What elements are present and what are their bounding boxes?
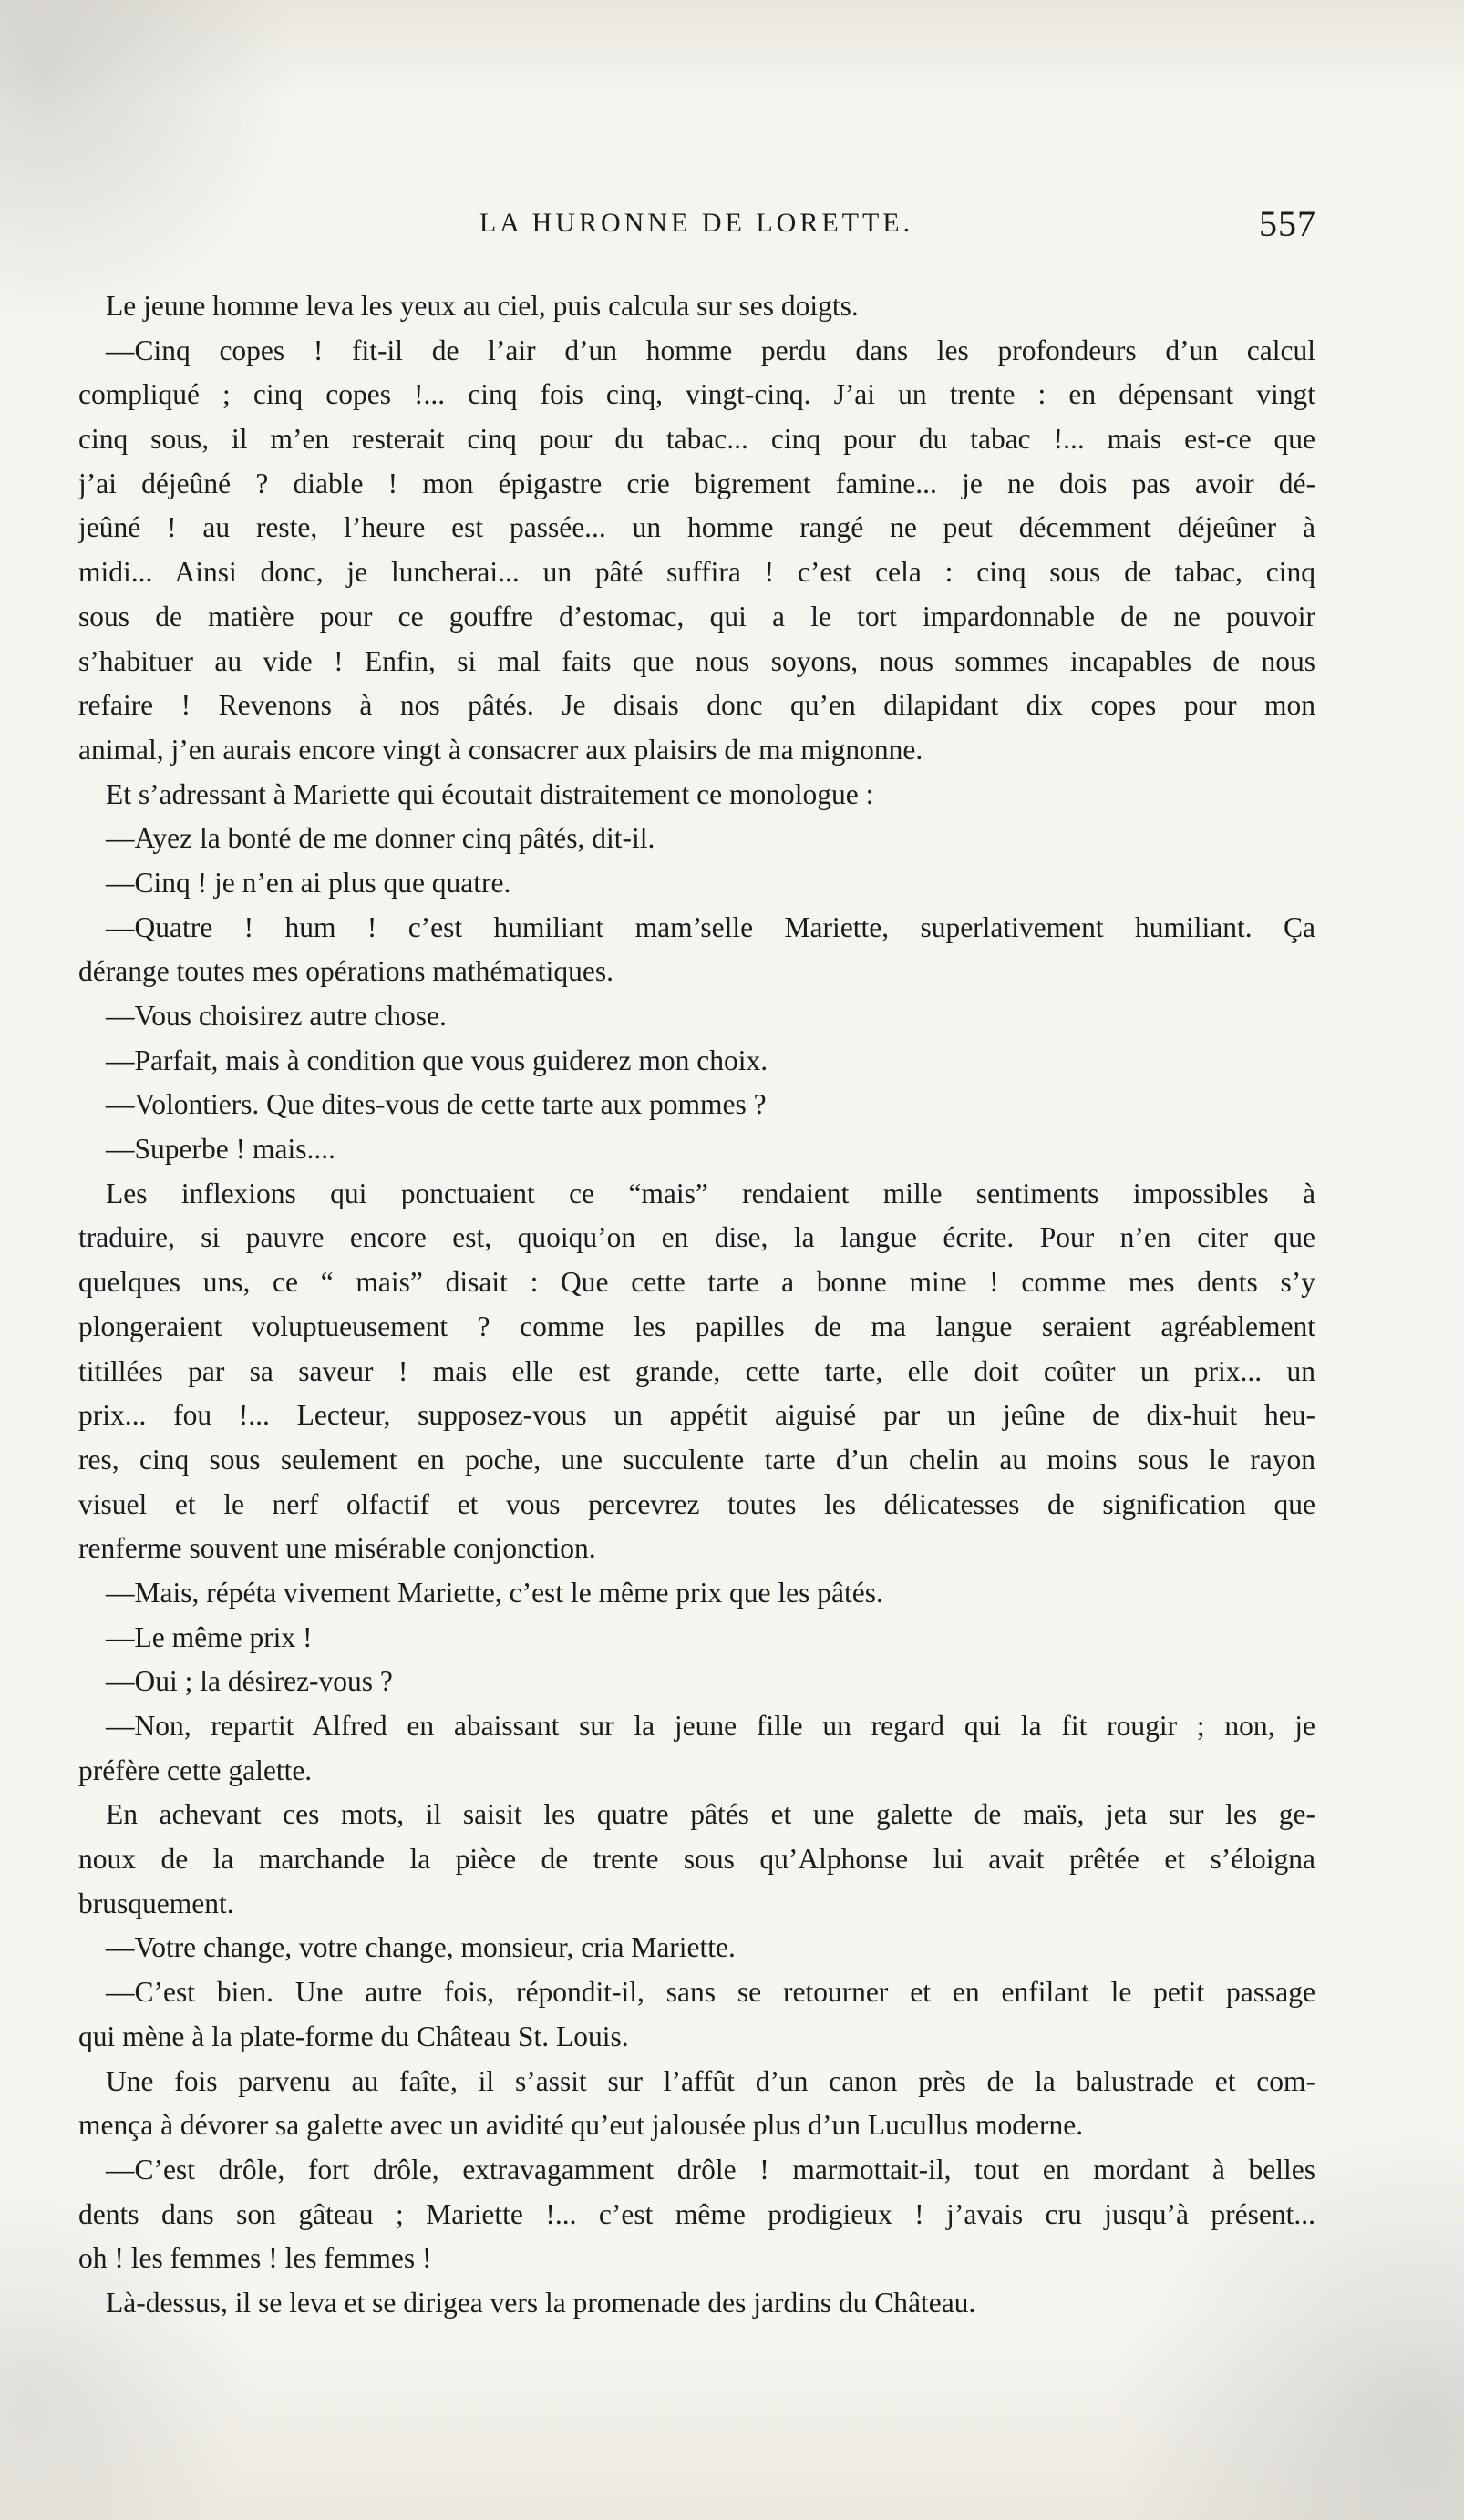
page-header [77, 202, 1316, 250]
text-line: Le jeune homme leva les yeux au ciel, puis calcula sur ses doigts. [106, 290, 859, 322]
text-line: sous de matière pour ce gouffre d’estomac, qui a le tort impardonnable de ne pouvoir [78, 600, 1315, 633]
text-line: préfère cette galette. [78, 1754, 313, 1786]
body-text [78, 284, 1315, 2326]
text-line: res, cinq sous seulement en poche, une succulente tarte d’un chelin au moins sous le rayon [78, 1443, 1315, 1476]
text-line: plongeraient voluptueusement ? comme les papilles de ma langue seraient agréablement [78, 1310, 1315, 1342]
text-line: renferme souvent une misérable conjonction. [78, 1532, 596, 1565]
text-line: —Non, repartit Alfred en abaissant sur la jeune fille un regard qui la fit rougir ; non, je [106, 1710, 1315, 1742]
text-line: s’habituer au vide ! Enfin, si mal faits que nous soyons, nous sommes incapables de nous [78, 644, 1315, 677]
text-line: compliqué ; cinq copes !... cinq fois cinq, vingt-cinq. J’ai un trente : en dépensant vingt [78, 378, 1315, 411]
text-line: —Cinq ! je n’en ai plus que quatre. [106, 866, 511, 899]
text-line: noux de la marchande la pièce de trente sous qu’Alphonse lui avait prêtée et s’éloigna [78, 1843, 1315, 1876]
text-line: refaire ! Revenons à nos pâtés. Je disais donc qu’en dilapidant dix copes pour mon [78, 689, 1315, 722]
text-line: titillées par sa saveur ! mais elle est grande, cette tarte, elle doit coûter un prix... un [78, 1354, 1315, 1387]
text-line: —Superbe ! mais.... [106, 1133, 335, 1166]
text-line: traduire, si pauvre encore est, quoiqu’on en dise, la langue écrite. Pour n’en citer que [78, 1221, 1315, 1254]
text-line: —Mais, répéta vivement Mariette, c’est le même prix que les pâtés. [106, 1576, 883, 1609]
text-line: mença à dévorer sa galette avec un avidité qu’eut jalousée plus d’un Lucullus moderne. [78, 2109, 1084, 2142]
text-line: —Volontiers. Que dites-vous de cette tarte aux pommes ? [106, 1088, 767, 1121]
text-line: qui mène à la plate-forme du Château St. Louis. [78, 2020, 629, 2052]
text-line: —Le même prix ! [106, 1620, 313, 1653]
text-line: quelques uns, ce “ mais” disait : Que cette tarte a bonne mine ! comme mes dents s’y [78, 1266, 1315, 1299]
text-line: En achevant ces mots, il saisit les quatre pâtés et une galette de maïs, jeta sur les ge- [106, 1798, 1315, 1831]
text-line: dérange toutes mes opérations mathématiques. [78, 955, 613, 988]
text-line: midi... Ainsi donc, je luncherai... un pâté suffira ! c’est cela : cinq sous de tabac, cinq [78, 556, 1315, 589]
text-line: oh ! les femmes ! les femmes ! [78, 2242, 432, 2275]
text-line: —Cinq copes ! fit-il de l’air d’un homme perdu dans les profondeurs d’un calcul [106, 334, 1315, 366]
text-line: Une fois parvenu au faîte, il s’assit sur l’affût d’un canon près de la balustrade et com- [106, 2064, 1315, 2097]
text-line: —Vous choisirez autre chose. [106, 1000, 447, 1032]
text-line: prix... fou !... Lecteur, supposez-vous un appétit aiguisé par un jeûne de dix-huit heu- [78, 1399, 1315, 1432]
text-line: —C’est bien. Une autre fois, répondit-il, sans se retourner et en enfilant le petit passage [106, 1976, 1315, 2009]
text-line: —Votre change, votre change, monsieur, cria Mariette. [106, 1931, 736, 1964]
text-line: brusquement. [78, 1887, 234, 1919]
text-line: —Oui ; la désirez-vous ? [106, 1665, 393, 1698]
text-line: Et s’adressant à Mariette qui écoutait distraitement ce monologue : [106, 777, 874, 810]
text-line: —Parfait, mais à condition que vous guiderez mon choix. [106, 1044, 768, 1076]
text-line: visuel et le nerf olfactif et vous percevrez toutes les délicatesses de signification que [78, 1487, 1315, 1520]
text-line: Les inflexions qui ponctuaient ce “mais” rendaient mille sentiments impossibles à [106, 1177, 1315, 1209]
text-line: animal, j’en aurais encore vingt à consacrer aux plaisirs de ma mignonne. [78, 733, 923, 766]
text-line: Là-dessus, il se leva et se dirigea vers la promenade des jardins du Château. [106, 2286, 976, 2319]
text-line: —Ayez la bonté de me donner cinq pâtés, dit-il. [106, 822, 655, 855]
running-title: LA HURONNE DE LORETTE. [479, 208, 914, 238]
text-line: —Quatre ! hum ! c’est humiliant mam’selle Mariette, superlativement humiliant. Ça [106, 910, 1315, 943]
text-line: jeûné ! au reste, l’heure est passée... un homme rangé ne peut décemment déjeûner à [78, 511, 1315, 544]
text-line: —C’est drôle, fort drôle, extravagamment drôle ! marmottait-il, tout en mordant à belles [106, 2153, 1315, 2186]
text-line: cinq sous, il m’en resterait cinq pour du tabac... cinq pour du tabac !... mais est-ce que [78, 423, 1315, 456]
text-line: dents dans son gâteau ; Mariette !... c’est même prodigieux ! j’avais cru jusqu’à présent... [78, 2197, 1315, 2230]
page-number: 557 [1259, 203, 1316, 244]
text-line: j’ai déjeûné ? diable ! mon épigastre crie bigrement famine... je ne dois pas avoir dé- [78, 467, 1315, 499]
